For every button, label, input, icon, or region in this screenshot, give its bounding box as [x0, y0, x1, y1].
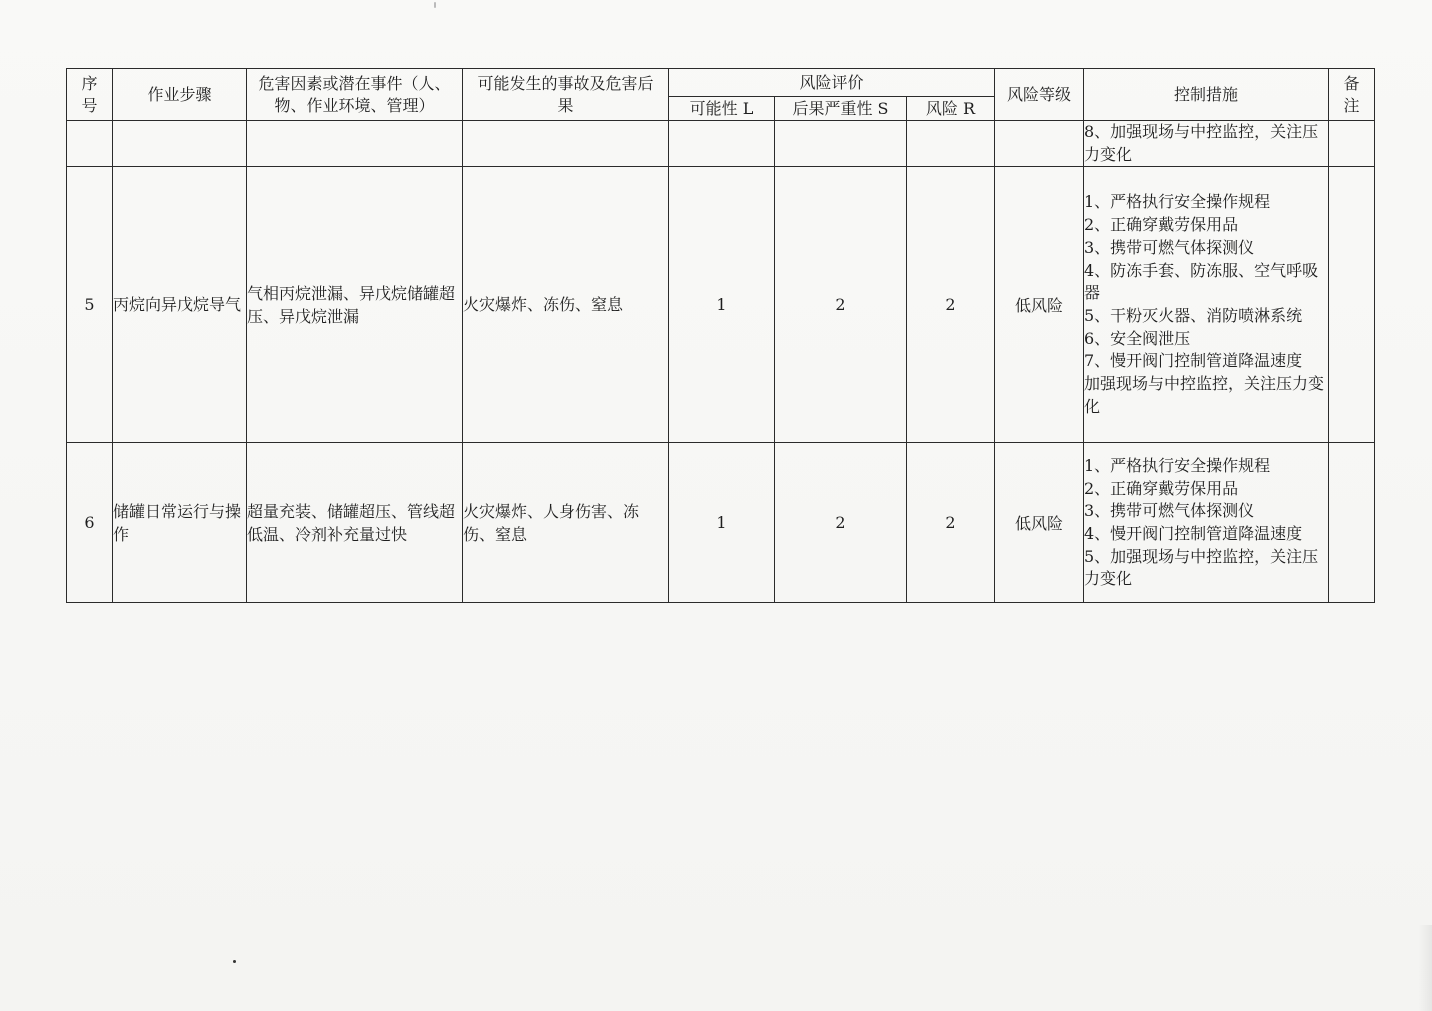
cell-step — [113, 121, 247, 167]
header-seq: 序号 — [67, 69, 113, 121]
header-risk-r: 风险 R — [907, 97, 995, 121]
control-item: 3、携带可燃气体探测仪 — [1084, 237, 1255, 257]
control-item: 6、安全阀泄压 — [1084, 328, 1191, 348]
cell-consequence — [463, 121, 669, 167]
cell-step: 储罐日常运行与操作 — [113, 443, 247, 603]
cell-hazard: 超量充装、储罐超压、管线超低温、冷剂补充量过快 — [247, 443, 463, 603]
scan-speck — [233, 960, 236, 963]
control-item: 加强现场与中控监控，关注压力变化 — [1084, 374, 1325, 416]
cell-severity: 2 — [775, 443, 907, 603]
control-item: 3、携带可燃气体探测仪 — [1084, 501, 1255, 521]
cell-level — [995, 121, 1084, 167]
cell-hazard — [247, 121, 463, 167]
table-row — [67, 443, 1375, 603]
cell-controls — [1084, 443, 1329, 603]
control-item: 4、防冻手套、防冻服、空气呼吸器 — [1084, 260, 1319, 303]
cell-hazard: 气相丙烷泄漏、异戊烷储罐超压、异戊烷泄漏 — [247, 167, 463, 443]
header-level: 风险等级 — [995, 69, 1084, 121]
control-item: 2、正确穿戴劳保用品 — [1084, 478, 1239, 498]
risk-assessment-table — [66, 68, 1375, 603]
cell-consequence: 火灾爆炸、人身伤害、冻伤、窒息 — [463, 443, 669, 603]
header-hazard: 危害因素或潜在事件（人、物、作业环境、管理） — [247, 69, 463, 121]
cell-seq — [67, 121, 113, 167]
header-risk-eval: 风险评价 — [669, 69, 995, 97]
cell-remark — [1329, 121, 1375, 167]
header-remark: 备注 — [1329, 69, 1375, 121]
cell-risk-r: 2 — [907, 443, 995, 603]
control-item: 5、加强现场与中控监控，关注压力变化 — [1084, 546, 1319, 589]
control-item: 4、慢开阀门控制管道降温速度 — [1084, 523, 1303, 543]
scan-speck — [434, 2, 436, 8]
cell-step: 丙烷向异戊烷导气 — [113, 167, 247, 443]
cell-seq: 6 — [67, 443, 113, 603]
cell-likelihood: 1 — [669, 167, 775, 443]
cell-controls — [1084, 121, 1329, 167]
cell-remark — [1329, 443, 1375, 603]
control-item: 1、严格执行安全操作规程 — [1084, 455, 1271, 475]
control-item: 5、干粉灭火器、消防喷淋系统 — [1084, 305, 1303, 325]
cell-likelihood — [669, 121, 775, 167]
cell-controls — [1084, 167, 1329, 443]
table-row — [67, 167, 1375, 443]
cell-severity: 2 — [775, 167, 907, 443]
cell-level: 低风险 — [995, 443, 1084, 603]
cell-seq: 5 — [67, 167, 113, 443]
cell-risk-r: 2 — [907, 167, 995, 443]
page-edge-shadow — [1418, 925, 1432, 1011]
control-item: 1、严格执行安全操作规程 — [1084, 192, 1271, 212]
header-step: 作业步骤 — [113, 69, 247, 121]
header-likelihood: 可能性 L — [669, 97, 775, 121]
cell-likelihood: 1 — [669, 443, 775, 603]
cell-remark — [1329, 167, 1375, 443]
cell-consequence: 火灾爆炸、冻伤、窒息 — [463, 167, 669, 443]
header-row-top — [67, 69, 1375, 97]
header-consequence: 可能发生的事故及危害后果 — [463, 69, 669, 121]
cell-severity — [775, 121, 907, 167]
control-item: 7、慢开阀门控制管道降温速度 — [1084, 351, 1303, 371]
control-item: 2、正确穿戴劳保用品 — [1084, 215, 1239, 235]
header-control: 控制措施 — [1084, 69, 1329, 121]
header-severity: 后果严重性 S — [775, 97, 907, 121]
table-row — [67, 121, 1375, 167]
cell-risk-r — [907, 121, 995, 167]
cell-level: 低风险 — [995, 167, 1084, 443]
control-item: 8、加强现场与中控监控，关注压力变化 — [1084, 122, 1319, 164]
